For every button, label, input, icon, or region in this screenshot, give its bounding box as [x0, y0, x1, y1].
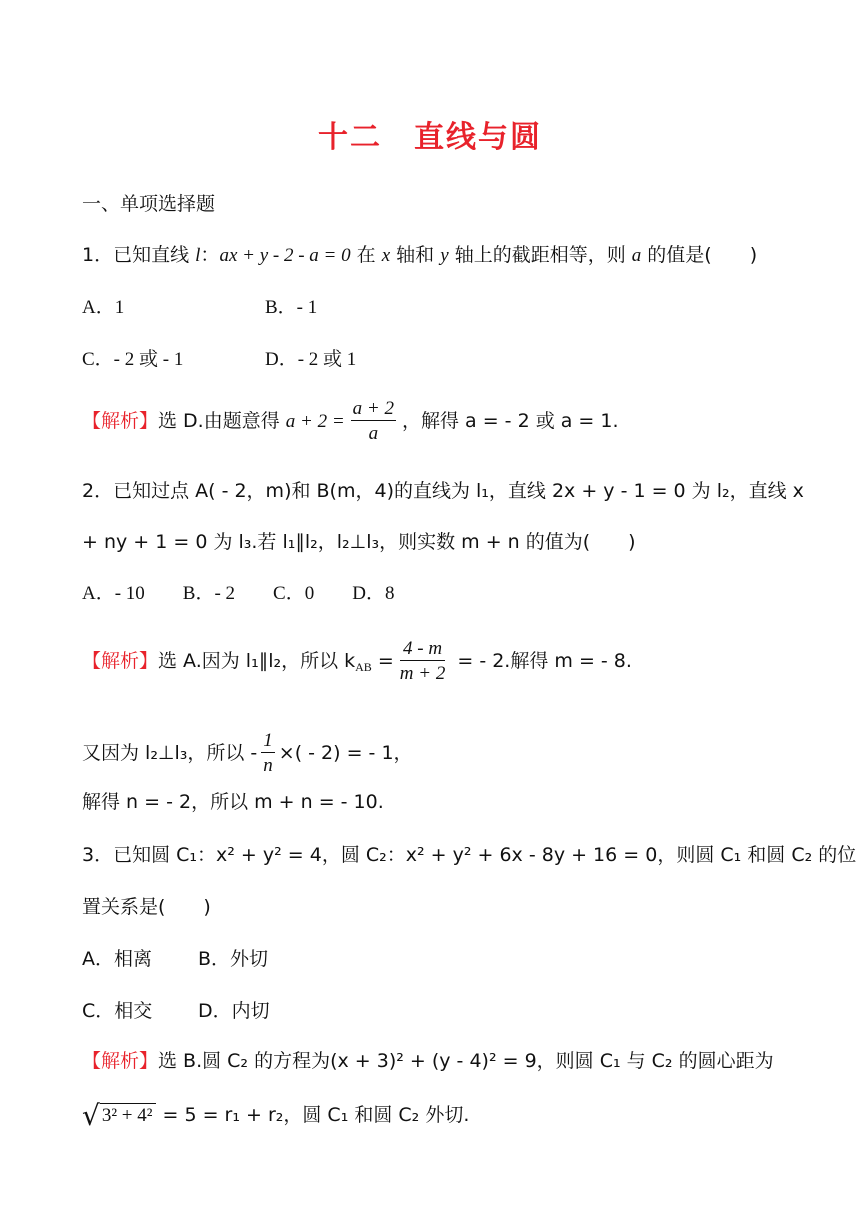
q1-text: 已知直线 — [113, 244, 196, 266]
q2-stem-line1: 2．已知过点 A( - 2，m)和 B(m，4)的直线为 l₁，直线 2x + y - 1 = 0 为 l₂，直线 x — [82, 480, 804, 502]
q1-solution-text: 选 D.由题意得 — [158, 410, 286, 432]
q3-option-c: C．相交 — [82, 1000, 153, 1022]
q1-number: 1． — [82, 244, 114, 266]
q2-solution-text: = - 2.解得 m = - 8. — [451, 650, 632, 672]
q3-solution — [82, 1049, 774, 1073]
fraction-denominator: a — [368, 423, 379, 444]
q3-sqrt-body: 3² + 4² — [100, 1103, 157, 1128]
q1-option-d: D．- 2 或 1 — [265, 349, 357, 370]
q1-text: 轴和 — [390, 244, 441, 266]
q1-var-l: l — [195, 245, 201, 266]
q1-option-c: C．- 2 或 - 1 — [82, 349, 184, 370]
fraction-denominator: m + 2 — [399, 663, 446, 684]
q3-stem-line2: 置关系是( ) — [82, 896, 211, 918]
q1-equation: ax + y - 2 - a = 0 — [219, 245, 351, 266]
q1-stem — [82, 243, 757, 268]
q1-text: 轴上的截距相等，则 — [448, 244, 632, 266]
q1-var-x: x — [381, 245, 391, 266]
q2-options: A．- 10 B．- 2 C．0 D．8 — [82, 583, 395, 604]
q2-solution — [82, 638, 632, 685]
page-title: 十二 直线与圆 — [318, 120, 542, 155]
q1-solution-text: ，解得 a = - 2 或 a = 1. — [402, 410, 619, 432]
q1-solution-lhs: a + 2 = — [285, 411, 345, 432]
q2-stem-line2: + ny + 1 = 0 为 l₃.若 l₁∥l₂，l₂⊥l₃，则实数 m + n 的值为( ) — [82, 531, 636, 553]
q2-solution-line3: 解得 n = - 2，所以 m + n = - 10. — [82, 791, 384, 813]
q2-solution-line2 — [82, 730, 413, 777]
q3-option-d: D．内切 — [198, 1000, 270, 1022]
q3-solution-line2 — [82, 1099, 470, 1132]
fraction-numerator: 1 — [263, 730, 273, 751]
q1-var-y: y — [440, 245, 449, 266]
q3-solution-text: = 5 = r₁ + r₂，圆 C₁ 和圆 C₂ 外切. — [156, 1104, 470, 1126]
q2-solution-text: 选 A.因为 l₁∥l₂，所以 k — [158, 650, 356, 672]
q3-option-b: B．外切 — [198, 948, 269, 970]
q1-solution — [82, 398, 619, 445]
q1-text: ： — [200, 244, 220, 266]
section-heading: 一、单项选择题 — [82, 193, 216, 215]
solution-tag: 【解析】 — [82, 650, 159, 672]
q1-text: 的值是( ) — [641, 244, 758, 266]
q2-slope-subscript: AB — [355, 660, 372, 674]
q1-option-b: B．- 1 — [265, 297, 318, 318]
q1-option-a: A．1 — [82, 297, 125, 318]
q3-solution-text: 选 B.圆 C₂ 的方程为(x + 3)² + (y - 4)² = 9，则圆 C₁ 与 C₂ 的圆心距为 — [158, 1050, 774, 1072]
q1-var-a: a — [631, 245, 642, 266]
sqrt-icon: √ — [82, 1099, 100, 1132]
q3-stem-line1: 3．已知圆 C₁：x² + y² = 4，圆 C₂：x² + y² + 6x - 8y + 16 = 0，则圆 C₁ 和圆 C₂ 的位 — [82, 844, 857, 866]
fraction-denominator: n — [263, 755, 273, 776]
q2-solution-text: = — [371, 650, 394, 672]
solution-tag: 【解析】 — [82, 410, 159, 432]
q2-fraction-2 — [261, 730, 275, 777]
fraction-numerator: a + 2 — [352, 398, 394, 419]
q2-solution-text: 又因为 l₂⊥l₃，所以 - — [82, 742, 258, 764]
fraction-numerator: 4 - m — [400, 638, 446, 661]
q3-option-a: A．相离 — [82, 948, 152, 970]
q2-solution-text: ×( - 2) = - 1， — [278, 742, 413, 764]
q2-fraction — [400, 638, 446, 685]
solution-tag: 【解析】 — [82, 1050, 159, 1072]
q1-text: 在 — [350, 244, 382, 266]
q1-fraction — [351, 398, 396, 445]
